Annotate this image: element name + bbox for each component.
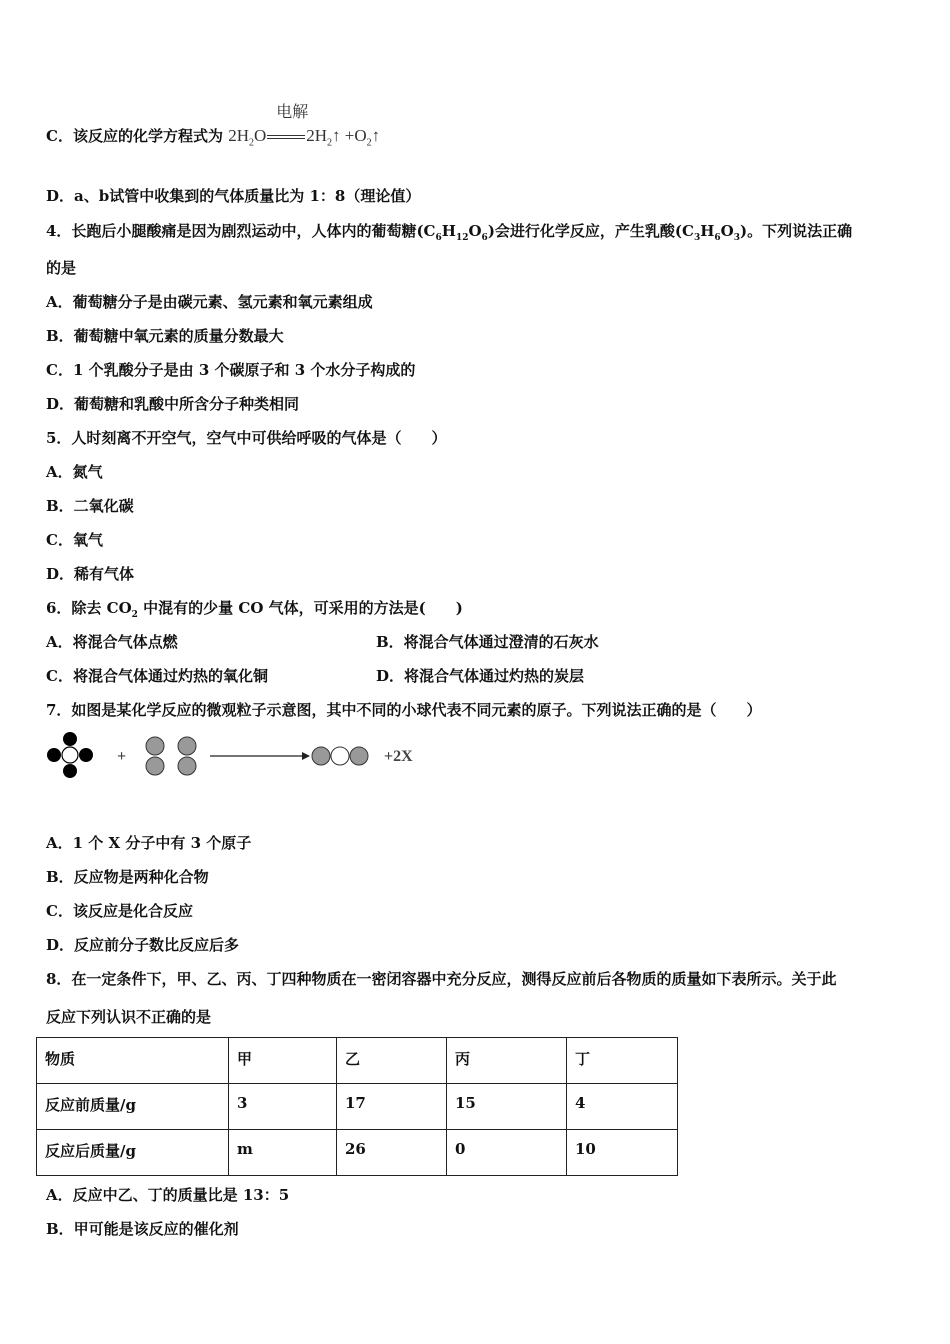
- q7-option-c: C．该反应是化合反应: [46, 902, 193, 920]
- mass-table: [36, 1037, 678, 1176]
- q7-stem: 7．如图是某化学反应的微观粒子示意图，其中不同的小球代表不同元素的原子。下列说法正确的是（ ）: [46, 701, 762, 719]
- table-cell: 丁: [567, 1038, 678, 1084]
- q4-option-b: B．葡萄糖中氧元素的质量分数最大: [46, 327, 284, 345]
- q5-option-c: C．氧气: [46, 531, 103, 549]
- table-header-row: [37, 1038, 678, 1084]
- table-row: [37, 1130, 678, 1176]
- q5-option-d: D．稀有气体: [46, 565, 135, 583]
- q8-stem-cont: 反应下列认识不正确的是: [46, 1008, 212, 1026]
- q6-option-d: D．将混合气体通过灼热的炭层: [376, 667, 585, 685]
- reaction-particle-diagram: [40, 730, 460, 782]
- q4-stem-cont: 的是: [46, 259, 77, 277]
- table-cell: 物质: [37, 1038, 229, 1084]
- q3-option-c: [46, 102, 381, 153]
- q6-option-c: C．将混合气体通过灼热的氧化铜: [46, 667, 268, 685]
- table-cell: 26: [337, 1130, 447, 1176]
- table-row: [37, 1084, 678, 1130]
- q8-stem: 8．在一定条件下，甲、乙、丙、丁四种物质在一密闭容器中充分反应，测得反应前后各物质的质量如下表所示。关于此: [46, 970, 837, 988]
- table-cell: 0: [447, 1130, 567, 1176]
- q4-option-a: A．葡萄糖分子是由碳元素、氢元素和氧元素组成: [46, 293, 373, 311]
- q5-option-b: B．二氧化碳: [46, 497, 134, 515]
- equation-condition: 电解: [276, 102, 309, 121]
- electrolysis-equation: 电解 $2H_2O$ $2H_2↑$ $+O_2↑$: [228, 102, 381, 149]
- reactant-molecule-1: [47, 732, 93, 778]
- table-cell: 丙: [447, 1038, 567, 1084]
- q4-option-d: D．葡萄糖和乳酸中所含分子种类相同: [46, 395, 300, 413]
- product-extra: +2X: [384, 748, 413, 765]
- table-cell: 反应后质量/g: [37, 1130, 229, 1176]
- q7-option-d: D．反应前分子数比反应后多: [46, 936, 240, 954]
- table-cell: 3: [229, 1084, 337, 1130]
- table-cell: m: [229, 1130, 337, 1176]
- q6-stem: 6．除去 $CO_2$ 中混有的少量 CO 气体，可采用的方法是( ): [46, 599, 463, 620]
- table-cell: 4: [567, 1084, 678, 1130]
- table-cell: 10: [567, 1130, 678, 1176]
- q5-option-a: A．氮气: [46, 463, 103, 481]
- q6-option-b: B．将混合气体通过澄清的石灰水: [376, 633, 599, 651]
- table-cell: 15: [447, 1084, 567, 1130]
- q3-option-d: D．a、b试管中收集到的气体质量比为 1：8（理论值）: [46, 187, 421, 205]
- q6-option-a: A．将混合气体点燃: [46, 633, 178, 651]
- product-molecule: [312, 747, 368, 765]
- plus-sign: +: [117, 748, 127, 765]
- q8-option-b: B．甲可能是该反应的催化剂: [46, 1220, 239, 1238]
- table-cell: 乙: [337, 1038, 447, 1084]
- q7-option-b: B．反应物是两种化合物: [46, 868, 209, 886]
- table-cell: 反应前质量/g: [37, 1084, 229, 1130]
- table-cell: 甲: [229, 1038, 337, 1084]
- q7-option-a: A．1 个 X 分子中有 3 个原子: [46, 834, 252, 852]
- reactant-molecule-2: [146, 737, 196, 775]
- q3-option-c-label: C．该反应的化学方程式为: [46, 127, 223, 145]
- q5-stem: 5．人时刻离不开空气，空气中可供给呼吸的气体是（ ）: [46, 429, 447, 447]
- q4-stem: 4．长跑后小腿酸痛是因为剧烈运动中，人体内的葡萄糖$(C_6H_{12}O_6)$会进行化学反应，产生乳酸$(C_3H_6O_3)$。下列说法正确: [46, 222, 853, 243]
- reaction-arrow: [210, 752, 310, 760]
- table-cell: 17: [337, 1084, 447, 1130]
- q4-option-c: C．1 个乳酸分子是由 3 个碳原子和 3 个水分子构成的: [46, 361, 416, 379]
- q8-option-a: A．反应中乙、丁的质量比是 13：5: [46, 1186, 290, 1204]
